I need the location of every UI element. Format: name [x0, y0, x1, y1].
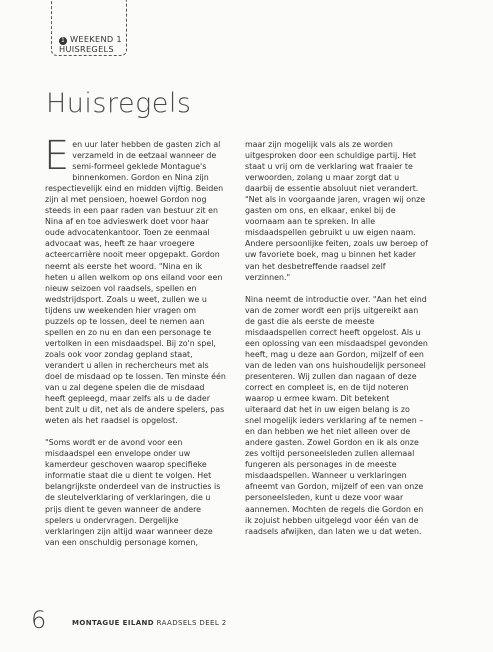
section-tag: [51, 0, 127, 56]
footer-subtitle: RAADSELS DEEL 2: [156, 619, 227, 627]
page-number: 6: [31, 606, 47, 634]
paragraph-text: en uur later hebben de gasten zich al verzameld in de eetzaal wanneer de semi-formeel geklede Montague's binnenkomen. Gordon en Nina zijn respectievelijk eind en midden vijftig. Beiden zijn al met pensioen, hoewel Gordon nog steeds in een paar raden van bestuur zit en Nina af en toe advieswerk doet voor haar oude advocatenkantoor. Toen ze eenmaal advocaat was, heeft ze haar vroegere acteercarrière nooit meer opgepakt. Gordon neemt als eerste het woord. "Nina en ik heten u allen welkom op ons eiland voor een nieuw seizoen vol raadsels, spellen en wedstrijdsport. Zoals u weet, zullen we u tijdens uw weekenden hier vragen om puzzels op te lossen, deel te nemen aan spellen en zo nu en dan een personage te vertolken in een misdaadspel. Bij zo'n spel, zoals ook voor zondag gepland staat, verandert u allen in rechercheurs met als doel de misdaad op te lossen. Ten minste één van u zal degene spelen die de misdaad heeft gepleegd, maar zelfs als u de dader bent zult u dit, net als de andere spelers, pas weten als het raadsel is opgelost.: [45, 140, 226, 426]
section-tag-text: [59, 35, 122, 54]
page-footer: [31, 606, 271, 636]
paragraph: "Soms wordt er de avond voor een misdaadspel een envelope onder uw kamerdeur geschoven waarop specifieke informatie staat die u dient te volgen. Het belangrijkste onderdeel van de instructies is de sleutelverklaring of verklaringen, die u prijs dient te geven wanneer de andere spelers u ondervragen. Dergelijke verklaringen zijn altijd waar wanneer deze van een onschuldig personage komen,: [45, 438, 221, 547]
text-column-right: [245, 139, 428, 548]
text-column-left: [44, 133, 227, 559]
running-footer: [72, 619, 227, 627]
drop-cap: E: [44, 133, 70, 179]
weekend-number-badge: 1: [60, 37, 66, 44]
paragraph: Nina neemt de introductie over. "Aan het eind van de zomer wordt een prijs uitgereikt aan de gast die als eerste de meeste misdaadspellen correct heeft opgelost. Als u een oplossing van een misdaadspel gevonden heeft, mag u deze aan Gordon, mijzelf of een van de leden van ons huishoudelijk personeel presenteren. Wij zullen dan nagaan of deze correct en compleet is, en de tijd noteren waarop u ermee kwam. Dit betekent uiteraard dat het in uw eigen belang is zo snel mogelijk ieders verklaring af te nemen – en dan hebben we het niet alleen over de andere gasten. Zowel Gordon en ik als onze zes voltijd personeelsleden zullen allemaal fungeren als personages in de meeste misdaadspellen. Wanneer u verklaringen afneemt van Gordon, mijzelf of een van onze personeelsleden, kunt u deze voor waar aannemen. Mochten de regels die Gordon en ik zojuist hebben uitgelegd voor één van de raadsels afwijken, dan laten we u dat weten.: [245, 294, 428, 536]
paragraph: maar zijn mogelijk vals als ze worden uitgesproken door een schuldige partij. Het staat u vrij om de verklaring wat fraaier te verwoorden, zolang u maar zorgt dat u daarbij de essentie absoluut niet verandert. "Net als in voorgaande jaren, vragen wij onze gasten om ons, en elkaar, enkel bij de voornaam aan te spreken. In alle misdaadspellen gebruikt u uw eigen naam. Andere persoonlijke feiten, zoals uw beroep of uw favoriete boek, mag u binnen het kader van het desbetreffende raadsel zelf verzinnen.": [245, 140, 428, 282]
section-tag-line1: WEEKEND 1: [70, 34, 122, 44]
section-tag-line2: HUISREGELS: [59, 44, 114, 54]
footer-brand: MONTAGUE EILAND: [72, 619, 155, 627]
page-title: Huisregels: [46, 88, 192, 119]
paragraph: [44, 133, 227, 426]
